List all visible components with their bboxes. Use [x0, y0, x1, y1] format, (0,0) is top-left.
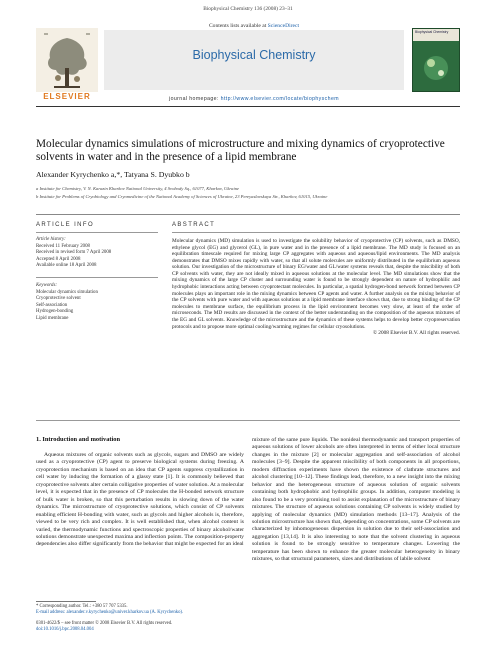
journal-title: Biophysical Chemistry — [192, 48, 316, 62]
cover-title: Biophysical Chemistry — [415, 30, 449, 34]
keywords-heading: Keywords: — [36, 283, 58, 288]
keyword-item: Self-association — [36, 302, 68, 308]
abstract-text: Molecular dynamics (MD) simulation is used to investigate the solubility behavior of cryoprotective (CP) solvents, such as DMSO, ethylene glycol (EG) and glycerol (GL), in pure water and in the presence of a lipid membrane. The MD study is focused on an equilibration timescale required for mixing large CP aggregates with aqueous and aqueous/lipid environments. The MD analysis demonstrates that DMSO mixes rapidly with water, so that all solute molecules are uniformly distributed in the equilibrium aqueous solution. Our investigation of the microstructure of binary EG/water and GL/water systems reveals that, despite the miscibility of both CP solvents with water, they are not ideally mixed in aqueous solutions at the molecular level. The MD simulations show that the mixing dynamics of the large CP cluster and surrounding water is found to be strongly dependent on nature of hydrophilic and hydrophobic interactions acting between cryoprotectant molecules. In particular, a spatial hydrogen-bond network formed between CP molecules plays an important role in the mixing dynamics between CP agents and water. A further analysis on the mixing behavior of the CP solvents with pure water and with aqueous solutions at a lipid membrane interface shows that, due to strong binding of the CP molecules to membrane surface, the equilibrium process in the lipid environment becomes very slow, at least of the order of microseconds. The MD results are discussed in the context of the better understanding on the composition of the aqueous mixtures of the EG and GL solvents. Knowledge of the microstructure and the dynamics of these systems helps to develop better cryopreservation protocols and to propose more optimal cooling/warming regimes for cellular cryosolutions. — [172, 238, 460, 330]
elsevier-wordmark: ELSEVIER — [43, 92, 91, 101]
issn-line: 0301-4622/$ – see front matter © 2008 Elsevier B.V. All rights reserved. — [36, 621, 173, 626]
history-accepted: Accepted 8 April 2008 — [36, 256, 81, 262]
section-rule — [36, 214, 460, 215]
history-heading: Article history: — [36, 237, 66, 242]
issn-block — [36, 621, 244, 633]
cover-title-band — [413, 29, 459, 41]
history-rule — [36, 277, 158, 278]
section-heading-introduction: 1. Introduction and motivation — [36, 436, 121, 443]
corresponding-author: * Corresponding author. Tel.: +380 57 707 5335. — [36, 604, 128, 609]
history-online: Available online 18 April 2008 — [36, 263, 97, 269]
article-title: Molecular dynamics simulations of microstructure and mixing dynamics of cryoprotective solvents in water and in the presence of a lipid membrane — [36, 138, 445, 164]
keyword-item: Molecular dynamics simulation — [36, 289, 98, 295]
intro-left-column: Aqueous mixtures of organic solvents such as glycols, sugars and DMSO are widely used as a cryoprotective (CP) agent to preserve biological systems during freezing. A cryoprotection mechanism is based on an idea that CP agents suppress crystallization in cell water by inducing the formation of a glassy state [1]. It is commonly believed that cryoprotective solvents alter certain colligative properties of water solution. At a molecular level, it is expected that in the presence of CP molecules the H-bonded network structure of bulk water is broken, so that this perturbation results in slowing down of the water dynamics. The microstructure of cryoprotective solutions, which consist of CP solvents enabling efficient H-bonding with water, such as glycols and higher alcohols is, therefore, viewed to be very rich and complex. It is well established that, when alcohol content is varied, the thermodynamic functions and spectroscopic properties of binary alcohol/water solutions demonstrate unexpected maxima and inflection points. The composition-property dependencies also differ significantly from the behavior that might be expected for an ideal — [36, 452, 244, 548]
footnote-rule — [36, 601, 96, 602]
contents-prefix: Contents lists available at — [208, 23, 268, 29]
article-info-heading: ARTICLE INFO — [36, 222, 95, 228]
article-authors — [36, 170, 460, 179]
keyword-item: Lipid membrane — [36, 315, 69, 321]
history-revised: Received in revised form 7 April 2008 — [36, 250, 112, 256]
affiliation-b: b Institute for Problems of Cryobiology and Cryomedicine of the National Academy of Sciences of Ukraine, 23 Pereyaslavskaya Str., Kharkov, 61015, Ukraine — [36, 194, 328, 199]
abstract-body — [172, 238, 460, 337]
abstract-copyright: © 2008 Elsevier B.V. All rights reserved. — [372, 330, 460, 337]
author-line: Alexander Kyrychenko a,*, Tatyana S. Dyubko b — [36, 170, 190, 179]
keyword-item: Hydrogen-bonding — [36, 309, 74, 315]
history-received: Received 11 February 2008 — [36, 243, 91, 249]
keywords-list — [36, 283, 156, 323]
cover-molecule-art — [419, 49, 453, 87]
article-info-rule — [36, 232, 158, 233]
contents-line — [104, 23, 404, 29]
abstract-rule — [172, 232, 460, 233]
doi-link[interactable]: doi:10.1016/j.bpc.2008.04.004 — [36, 627, 94, 633]
intro-right-column: mixture of the same pure liquids. The nonideal thermodynamic and transport properties of aqueous solutions of lower alcohols are often interpreted in terms of either local structure changes in the mixture [2] or molecular aggregation and self-association of alcohol molecules [3–9]. Despite the apparent miscibility of both components in all proportions, modern diffraction experiments have shown the existence of clathrate structures and alcohol clustering [10–12]. These findings lead, therefore, to a new insight into the mixing behavior and the heterogeneous structure of aqueous solution of organic solvents containing both hydrophobic and hydrophilic groups. In addition, computer modeling is also found to be a very promising tool to assist explanation of the microstructure of binary mixtures. The structure of aqueous solutions containing CP solvents is widely studied by applying of molecular dynamics (MD) simulation methods [13–17]. Analysis of the solution microstructure has shown that, depending on concentrations, some CP solvents are characterized by inhomogeneous dispersion in solution due to their self-association and aggregation [13,14]. It is also interesting to note that the solvent clustering in aqueous solution is found to be strongly sensitive to temperature changes. Lowering the temperature has been shown to enhance the greater molecular heterogeneity in binary mixtures, so that structural parameters, sizes and distributions of labile solvent — [252, 437, 460, 563]
abstract-heading: ABSTRACT — [172, 222, 216, 228]
homepage-prefix: journal homepage: — [169, 96, 221, 102]
abstract-bottom-rule — [36, 420, 460, 421]
sciencedirect-link[interactable]: ScienceDirect — [267, 23, 300, 29]
keyword-item: Cryoprotective solvent — [36, 296, 81, 302]
corresponding-footnote — [36, 604, 244, 616]
journal-homepage — [104, 96, 404, 102]
elsevier-tree-logo — [36, 28, 98, 92]
homepage-link[interactable]: http://www.elsevier.com/locate/biophyschem — [220, 96, 339, 102]
author-email[interactable]: E-mail address: alexander.v.kyrychenko@univer.kharkov.ua (A. Kyrychenko). — [36, 610, 184, 615]
journal-cover-thumbnail — [412, 28, 460, 92]
running-header: Biophysical Chemistry 136 (2008) 23–31 — [203, 6, 293, 12]
journal-masthead — [36, 20, 460, 105]
affiliation-a: a Institute for Chemistry, V. N. Karazin Kharkov National University, 4 Svobody Sq., 61077, Kharkov, Ukraine — [36, 186, 240, 191]
article-history — [36, 237, 156, 270]
masthead-rule — [36, 106, 460, 107]
